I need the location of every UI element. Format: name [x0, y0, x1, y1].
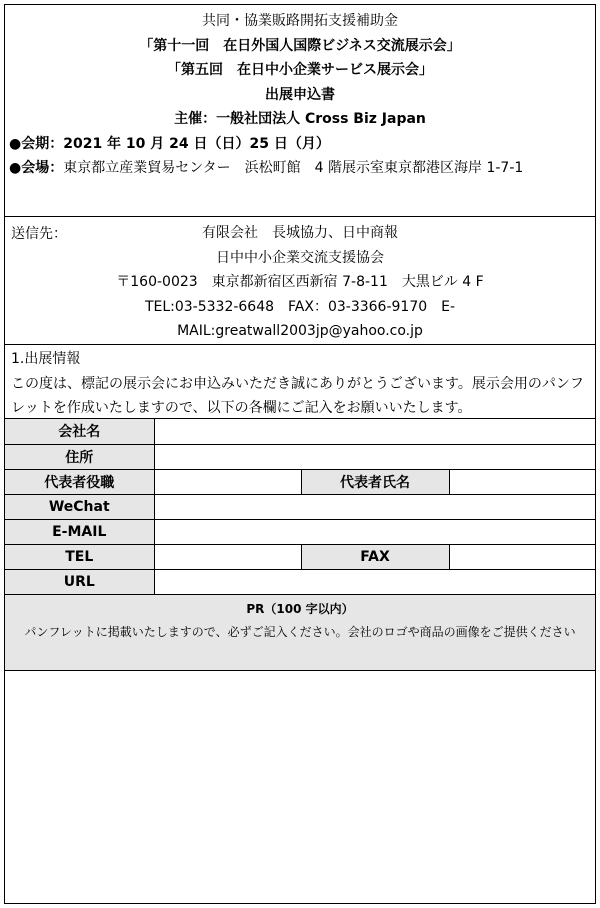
wechat-field[interactable]: [154, 494, 596, 519]
form-title: 出展申込書: [265, 86, 335, 103]
fax-field[interactable]: [449, 544, 596, 569]
company-field[interactable]: [154, 419, 596, 444]
pr-description: パンフレットに掲載いたしますので、必ずご記入ください。会社のロゴや商品の画像をご提供ください: [24, 624, 576, 639]
expo-title-1: 「第十一回 在日外国人国際ビジネス交流展示会」: [139, 37, 461, 54]
expo-title-2: 「第五回 在日中小企業サービス展示会」: [167, 62, 433, 78]
company-label: 会社名: [5, 419, 154, 444]
recipient-contact: TEL:03-5332-6648 FAX：03-3366-9170 E-: [144, 298, 456, 315]
url-field[interactable]: [154, 569, 596, 594]
pr-title: PR（100 字以内）: [246, 601, 354, 616]
section-title: 1.出展情報: [11, 351, 81, 367]
fax-label: FAX: [301, 544, 449, 569]
pr-text-area[interactable]: [5, 671, 595, 891]
recipient-address: 〒160-0023 東京都新宿区西新宿 7-8-11 大黒ビル 4 F: [116, 274, 484, 290]
tel-label: TEL: [5, 544, 154, 569]
wechat-label: WeChat: [5, 494, 154, 519]
send-to-section: [5, 217, 595, 345]
email-label: E-MAIL: [5, 519, 154, 544]
application-form: [4, 4, 596, 904]
send-to-label: 送信先：: [11, 226, 67, 242]
tel-field[interactable]: [154, 544, 301, 569]
recipient-company: 有限会社 長城協力、日中商報: [202, 225, 398, 241]
address-field[interactable]: [154, 444, 596, 469]
url-label: URL: [5, 569, 154, 594]
rep-title-label: 代表者役職: [5, 469, 154, 494]
subsidy-title: 共同・協業販路開拓支援補助金: [202, 13, 398, 29]
pr-header: [5, 595, 595, 671]
rep-title-field[interactable]: [154, 469, 301, 494]
recipient-email: MAIL:greatwall2003jp@yahoo.co.jp: [177, 323, 423, 339]
header-section: [5, 5, 595, 217]
organizer: 主催：一般社団法人 Cross Biz Japan: [174, 111, 426, 127]
event-dates: [5, 132, 595, 157]
address-label: 住所: [5, 444, 154, 469]
recipient-association: 日中中小企業交流支援協会: [216, 249, 384, 266]
email-field[interactable]: [154, 519, 596, 544]
rep-name-label: 代表者氏名: [301, 469, 449, 494]
venue-value: 東京都立産業貿易センター 浜松町館 4 階展示室東京都港区海岸 1-7-1: [63, 160, 524, 176]
exhibitor-form-table: [5, 419, 596, 595]
exhibit-info-section: [5, 345, 595, 419]
event-venue: [5, 156, 595, 181]
intro-text: この度は、標記の展示会にお申込みいただき誠にありがとうございます。展示会用のパンフレットを作成いたしますので、以下の各欄にご記入をお願いいたします。: [11, 375, 584, 416]
venue-label: ●会場：: [9, 160, 64, 176]
date-label: ●会期：: [9, 135, 64, 152]
date-value: 2021 年 10 月 24 日（日）25 日（月）: [63, 135, 330, 152]
rep-name-field[interactable]: [449, 469, 596, 494]
